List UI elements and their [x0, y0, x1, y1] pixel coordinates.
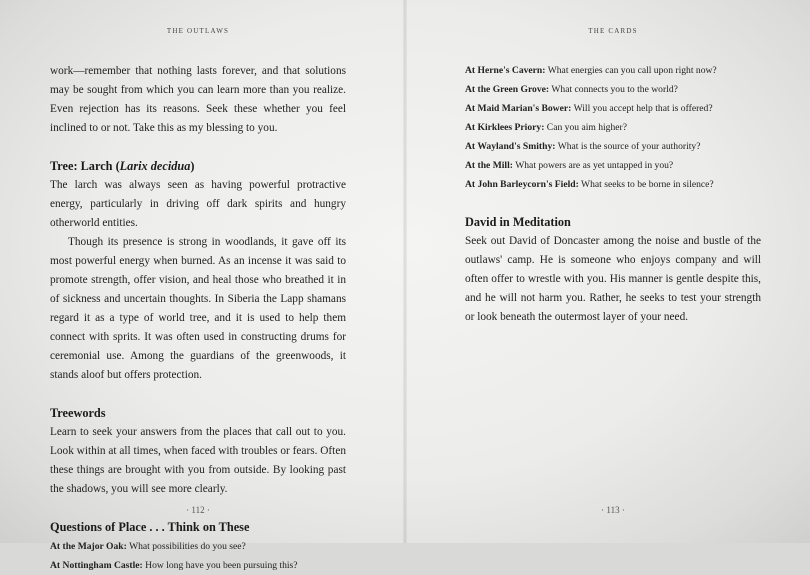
right-page-body [465, 61, 761, 327]
tree-paragraph-2: Though its presence is strong in woodlands, it gave off its most powerful energy when burned. As an incense it was said to promote strength, offer vision, and heal those who breathed it in of sickness and uncertain thoughts. In Siberia the Lapp shamans regard it as a type of world tree, and it is used to help them connect with sprits. It was often used in constructing drums for ceremonial use. Among the guardians of the greenwoods, it stands aloof but offers protection. [50, 236, 346, 381]
tree-paragraph-1: The larch was always seen as having powerful protractive energy, particularly in driving off dark spirits and hungry otherworld entities. [50, 179, 346, 229]
left-page [50, 0, 346, 571]
intro-paragraph: work—remember that nothing lasts forever, and that solutions may be sought from which you can learn more than you realize. Even rejection has its reasons. Seek these whether you feel inclined to or not. Take this as my blessing to you. [50, 65, 346, 134]
question-item: At Kirklees Priory: Can you aim higher? [465, 122, 627, 133]
question-item: At John Barleycorn's Field: What seeks to be borne in silence? [465, 179, 714, 190]
question-item: At the Mill: What powers are as yet untapped in you? [465, 160, 674, 171]
tree-heading: Tree: Larch (Larix decidua) [50, 159, 195, 173]
question-item: At Herne's Cavern: What energies can you call upon right now? [465, 65, 717, 76]
page-number-right: · 113 · [601, 505, 625, 515]
running-head-left: THE OUTLAWS [166, 27, 230, 35]
book-gutter [403, 0, 407, 543]
question-item: At Maid Marian's Bower: Will you accept help that is offered? [465, 103, 713, 114]
meditation-paragraph: Seek out David of Doncaster among the noise and bustle of the outlaws' camp. He is someone who enjoys company and will often offer to wrestle with you. His manner is gentle despite this, and he will not harm you. Rather, he seeks to test your strength or look beneath the outermost layer of your need. [465, 235, 761, 323]
treewords-paragraph: Learn to seek your answers from the places that call out to you. Look within at all times, when faced with troubles or fears. Often these things are brought with you from outside. By looking past the shadows, you will see more clearly. [50, 426, 346, 495]
questions-heading: Questions of Place . . . Think on These [50, 520, 250, 534]
question-item: At Wayland's Smithy: What is the source of your authority? [465, 141, 701, 152]
question-item: At the Green Grove: What connects you to the world? [465, 84, 678, 95]
running-head-right: THE CARDS [588, 27, 638, 35]
tree-latin-name: Larix decidua [119, 159, 191, 173]
page-number-left: · 112 · [186, 505, 210, 515]
question-item: At the Major Oak: What possibilities do you see? [50, 541, 246, 552]
meditation-heading: David in Meditation [465, 215, 571, 229]
question-item: At Nottingham Castle: How long have you been pursuing this? [50, 560, 298, 571]
right-page [465, 0, 761, 543]
treewords-heading: Treewords [50, 406, 106, 420]
left-page-body [50, 62, 346, 575]
